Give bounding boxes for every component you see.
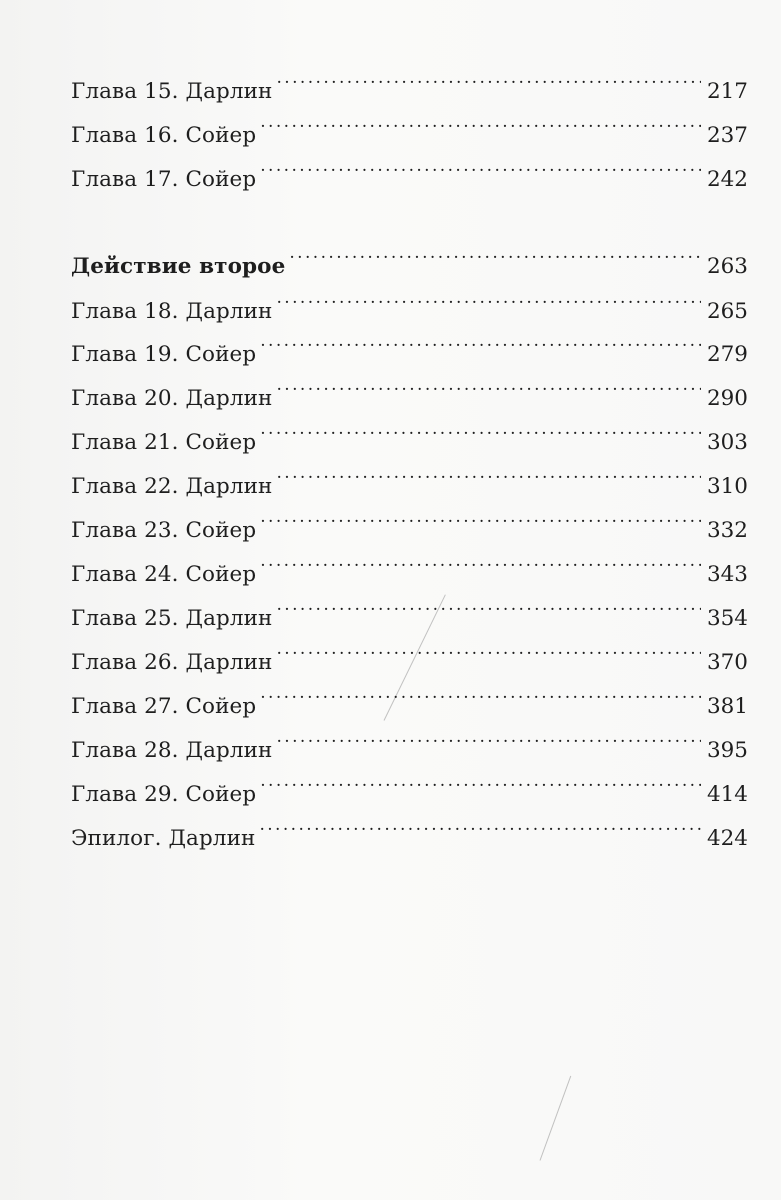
toc-entry-chapter-20 xyxy=(71,365,748,411)
toc-entry-title: Глава 23. Сойер xyxy=(71,518,257,543)
toc-entry-page: 354 xyxy=(706,606,748,631)
toc-entry-title: Глава 22. Дарлин xyxy=(71,474,273,499)
dot-leader xyxy=(260,146,701,186)
toc-entry-title: Глава 29. Сойер xyxy=(71,782,257,807)
dot-leader xyxy=(260,541,701,581)
toc-entry-title: Глава 25. Дарлин xyxy=(71,606,273,631)
toc-entry-page: 332 xyxy=(706,518,748,543)
toc-entry-title: Действие второе xyxy=(71,254,286,279)
toc-entry-page: 237 xyxy=(706,123,748,148)
toc-entry-chapter-18 xyxy=(71,278,748,324)
toc-entry-page: 303 xyxy=(706,430,748,455)
toc-entry-act-two xyxy=(71,233,748,279)
toc-entry-page: 414 xyxy=(706,782,748,807)
toc-entry-title: Глава 17. Сойер xyxy=(71,167,257,192)
dot-leader xyxy=(260,673,701,713)
dot-leader xyxy=(276,58,700,98)
dot-leader xyxy=(260,761,701,801)
toc-entry-chapter-24 xyxy=(71,541,748,587)
toc-entry-chapter-22 xyxy=(71,453,748,499)
dot-leader xyxy=(276,365,700,405)
toc-entry-page: 370 xyxy=(706,650,748,675)
dot-leader xyxy=(289,233,701,273)
dot-leader xyxy=(276,585,700,625)
toc-entry-chapter-17 xyxy=(71,146,748,192)
toc-entry-page: 263 xyxy=(706,254,748,279)
toc-entry-chapter-19 xyxy=(71,321,748,367)
dot-leader xyxy=(260,321,701,361)
toc-entry-page: 242 xyxy=(706,167,748,192)
toc-entry-page: 217 xyxy=(706,79,748,104)
dot-leader xyxy=(276,717,700,757)
toc-entry-chapter-21 xyxy=(71,409,748,455)
toc-entry-title: Глава 28. Дарлин xyxy=(71,738,273,763)
toc-entry-title: Глава 26. Дарлин xyxy=(71,650,273,675)
toc-entry-page: 290 xyxy=(706,386,748,411)
toc-entry-title: Глава 16. Сойер xyxy=(71,123,257,148)
toc-entry-chapter-25 xyxy=(71,585,748,631)
toc-entry-title: Глава 20. Дарлин xyxy=(71,386,273,411)
toc-entry-title: Глава 15. Дарлин xyxy=(71,79,273,104)
toc-entry-page: 265 xyxy=(706,299,748,324)
toc-entry-page: 279 xyxy=(706,342,748,367)
toc-entry-epilogue xyxy=(71,805,748,851)
toc-entry-chapter-15 xyxy=(71,58,748,104)
dot-leader xyxy=(276,629,700,669)
toc-entry-title: Глава 24. Сойер xyxy=(71,562,257,587)
toc-entry-chapter-16 xyxy=(71,102,748,148)
toc-entry-page: 395 xyxy=(706,738,748,763)
toc-entry-title: Эпилог. Дарлин xyxy=(71,826,256,851)
toc-entry-chapter-26 xyxy=(71,629,748,675)
dot-leader xyxy=(260,409,701,449)
toc-entry-title: Глава 27. Сойер xyxy=(71,694,257,719)
toc-entry-page: 310 xyxy=(706,474,748,499)
toc-entry-page: 424 xyxy=(706,826,748,851)
toc-entry-title: Глава 18. Дарлин xyxy=(71,299,273,324)
dot-leader xyxy=(259,805,701,845)
pencil-mark xyxy=(540,1076,572,1161)
dot-leader xyxy=(260,102,701,142)
toc-entry-chapter-23 xyxy=(71,497,748,543)
toc-entry-title: Глава 19. Сойер xyxy=(71,342,257,367)
dot-leader xyxy=(276,278,700,318)
dot-leader xyxy=(260,497,701,537)
bleed-line xyxy=(734,860,741,884)
toc-entry-page: 343 xyxy=(706,562,748,587)
toc-entry-chapter-27 xyxy=(71,673,748,719)
dot-leader xyxy=(276,453,700,493)
toc-entry-page: 381 xyxy=(706,694,748,719)
toc-entry-chapter-28 xyxy=(71,717,748,763)
toc-entry-chapter-29 xyxy=(71,761,748,807)
toc-entry-title: Глава 21. Сойер xyxy=(71,430,257,455)
